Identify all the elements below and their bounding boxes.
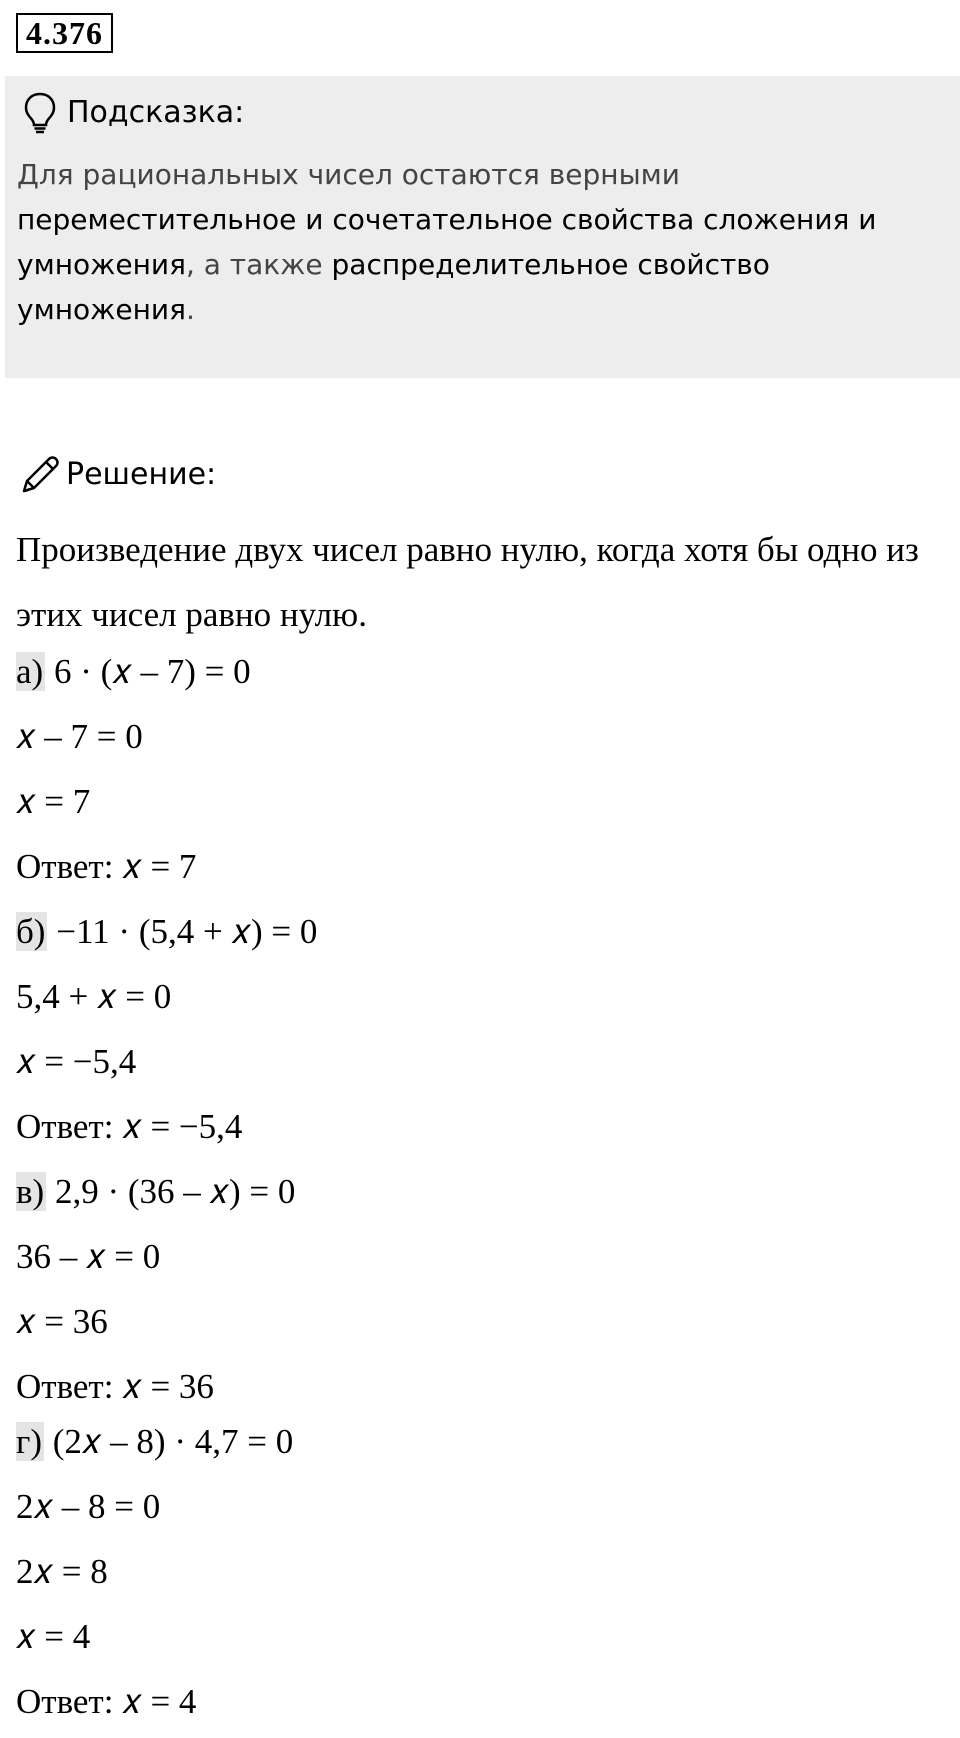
lightbulb-icon [23,92,57,134]
task-number: 4.376 [16,13,113,53]
solution-step: 2𝑥 = 8 [16,1552,108,1591]
hint-text-part2: переместительное и сочетательное свойства сложения и умножения [17,203,877,281]
part-a-equation [16,650,251,694]
hint-header [23,90,244,136]
part-label: в) [16,1172,45,1211]
answer-line: Ответ: 𝑥 = 7 [16,847,197,886]
equation: 2,9 · (36 – 𝑥) = 0 [54,1172,296,1211]
hint-text-part4: распределительное свойство умножения [17,248,770,326]
hint-text [17,152,937,332]
part-d-equation [16,1420,293,1464]
hint-text-part3: , а также [185,248,332,281]
answer-line: Ответ: 𝑥 = 36 [16,1367,214,1406]
part-label: а) [16,652,44,691]
answer-line: Ответ: 𝑥 = −5,4 [16,1107,243,1146]
equation: 6 · (𝑥 – 7) = 0 [53,652,251,691]
hint-panel [5,76,960,378]
equation: (2𝑥 – 8) · 4,7 = 0 [52,1422,294,1461]
solution-step: 𝑥 – 7 = 0 [16,717,143,756]
answer-line: Ответ: 𝑥 = 4 [16,1682,197,1721]
solution-step: 36 – 𝑥 = 0 [16,1237,161,1276]
hint-title: Подсказка: [67,95,245,130]
pencil-icon [18,453,62,497]
hint-text-part5: . [185,293,195,326]
solution-header [18,452,216,498]
solution-step: 𝑥 = 4 [16,1617,91,1656]
part-c-equation [16,1170,295,1214]
solution-intro: Произведение двух чисел равно нулю, когда хотя бы одно из этих чисел равно нулю. [16,530,919,634]
part-b-equation [16,910,317,954]
solution-step: 𝑥 = 7 [16,782,91,821]
hint-text-part1: Для рациональных чисел остаются верными [17,158,680,191]
solution-step: 5,4 + 𝑥 = 0 [16,977,172,1016]
solution-title: Решение: [66,457,217,492]
solution-step: 𝑥 = 36 [16,1302,108,1341]
solution-step: 𝑥 = −5,4 [16,1042,137,1081]
part-label: б) [16,912,46,951]
solution-step: 2𝑥 – 8 = 0 [16,1487,161,1526]
part-label: г) [16,1422,43,1461]
equation: −11 · (5,4 + 𝑥) = 0 [56,912,318,951]
